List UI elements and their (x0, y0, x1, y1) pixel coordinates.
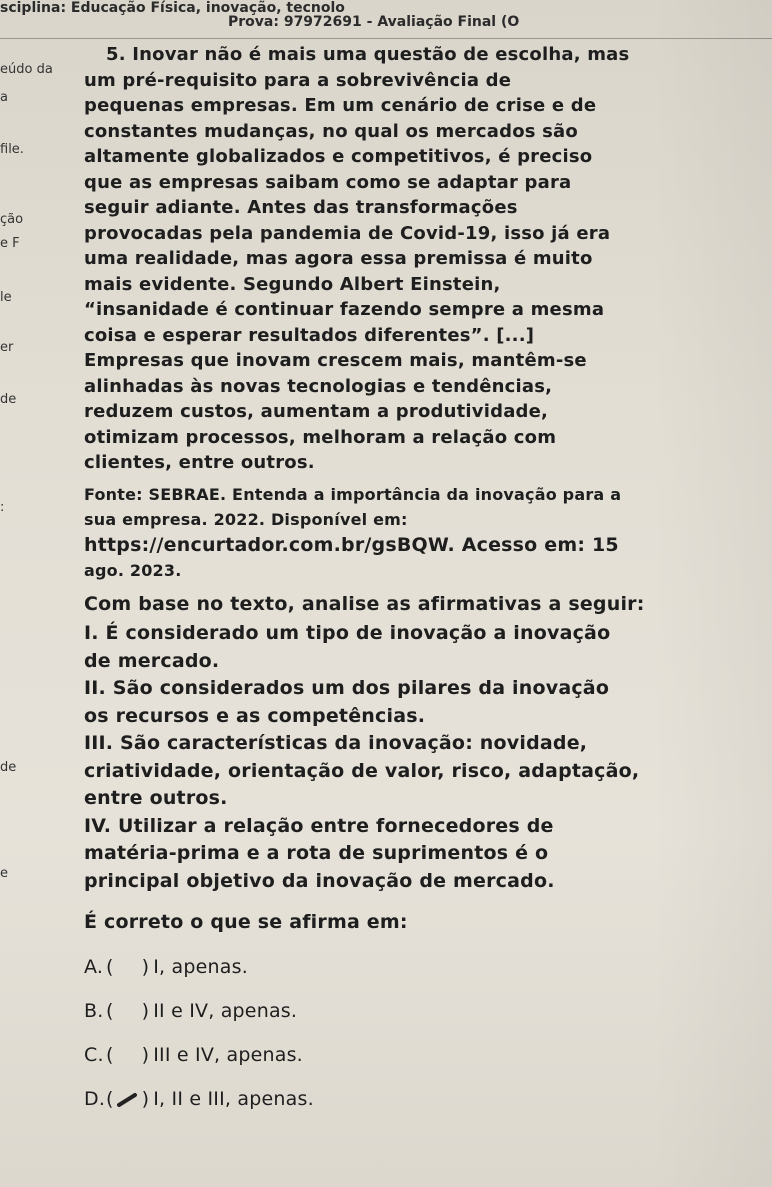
option-letter: B. (84, 1000, 104, 1022)
passage-line: altamente globalizados e competitivos, é preciso (84, 146, 593, 167)
statements-list (84, 621, 764, 894)
option-open-paren: ( (106, 1000, 114, 1022)
option-open-paren: ( (106, 1088, 114, 1110)
option-close-paren: ) (141, 956, 150, 978)
question-passage (84, 42, 764, 476)
option-c[interactable] (84, 1034, 764, 1078)
statement-line: IV. Utilizar a relação entre fornecedores de (84, 814, 554, 837)
option-close-paren: ) (141, 1044, 150, 1066)
exam-id-header: Prova: 97972691 - Avaliação Final (O (228, 14, 520, 30)
discipline-header: sciplina: Educação Física, inovação, tecnolo (0, 0, 345, 16)
option-d[interactable] (84, 1078, 764, 1122)
passage-line: um pré-requisito para a sobrevivência de (84, 69, 512, 91)
statement-line: os recursos e as competências. (84, 704, 426, 727)
passage-line: alinhadas às novas tecnologias e tendências, (84, 375, 553, 397)
statement-line: de mercado. (84, 649, 220, 672)
left-fragment: file. (0, 142, 24, 157)
passage-line: reduzem custos, aumentam a produtividade, (84, 401, 549, 422)
left-fragment: de (0, 760, 17, 775)
source-line: Fonte: SEBRAE. Entenda a importância da inovação para a (84, 484, 622, 504)
left-fragment: ção (0, 212, 24, 227)
left-margin-column (0, 0, 90, 1187)
option-letter: C. (84, 1044, 104, 1066)
passage-line: clientes, entre outros. (84, 452, 315, 473)
left-fragment: : (0, 500, 5, 515)
left-fragment: e F (0, 236, 20, 251)
option-text: I, II e III, apenas. (153, 1088, 314, 1110)
left-fragment: de (0, 392, 17, 407)
source-url-line: https://encurtador.com.br/gsBQW. Acesso em: 15 (84, 533, 619, 556)
passage-line: provocadas pela pandemia de Covid-19, isso já era (84, 222, 611, 244)
option-text: I, apenas. (153, 956, 248, 978)
left-fragment: er (0, 340, 14, 355)
source-line: sua empresa. 2022. Disponível em: (84, 510, 408, 529)
statement-line: III. São características da inovação: novidade, (84, 732, 588, 754)
source-line: ago. 2023. (84, 561, 182, 580)
passage-line: otimizam processos, melhoram a relação com (84, 426, 557, 448)
option-b[interactable] (84, 990, 764, 1034)
question-ask: É correto o que se afirma em: (84, 911, 408, 933)
header-divider (0, 38, 772, 39)
option-open-paren: ( (106, 956, 114, 978)
statement-line: I. É considerado um tipo de inovação a inovação (84, 622, 611, 644)
option-text: II e IV, apenas. (153, 1000, 298, 1022)
option-letter: D. (84, 1088, 106, 1110)
left-fragment: e (0, 866, 8, 881)
passage-line: seguir adiante. Antes das transformações (84, 197, 518, 218)
option-text: III e IV, apenas. (153, 1044, 303, 1066)
statement-line: criatividade, orientação de valor, risco, adaptação, (84, 759, 640, 782)
source-citation (84, 482, 764, 584)
passage-line: Empresas que inovam crescem mais, mantêm-se (84, 350, 587, 371)
question-block (84, 42, 764, 1122)
option-letter: A. (84, 956, 104, 978)
statement-line: matéria-prima e a rota de suprimentos é o (84, 842, 549, 864)
passage-line: “insanidade é continuar fazendo sempre a mesma (84, 299, 605, 320)
option-a[interactable] (84, 946, 764, 990)
option-close-paren: ) (141, 1000, 150, 1022)
passage-line: constantes mudanças, no qual os mercados são (84, 120, 578, 142)
passage-line: coisa e esperar resultados diferentes”. [...] (84, 324, 535, 346)
statement-line: principal objetivo da inovação de mercado. (84, 869, 555, 892)
checkmark-icon[interactable] (114, 1090, 142, 1109)
statement-line: entre outros. (84, 787, 228, 809)
left-fragment: eúdo da (0, 62, 53, 77)
passage-line: mais evidente. Segundo Albert Einstein, (84, 273, 501, 295)
passage-line: pequenas empresas. Em um cenário de crise e de (84, 95, 597, 116)
question-prompt: Com base no texto, analise as afirmativas a seguir: (84, 592, 645, 615)
statement-line: II. São considerados um dos pilares da inovação (84, 677, 610, 699)
passage-line: 5. Inovar não é mais uma questão de escolha, mas (106, 44, 630, 65)
left-fragment: le (0, 290, 12, 305)
passage-line: uma realidade, mas agora essa premissa é muito (84, 248, 593, 269)
left-fragment: a (0, 90, 8, 105)
option-close-paren: ) (141, 1088, 150, 1110)
answer-options (84, 946, 764, 1122)
passage-line: que as empresas saibam como se adaptar para (84, 171, 572, 193)
option-open-paren: ( (106, 1044, 114, 1066)
